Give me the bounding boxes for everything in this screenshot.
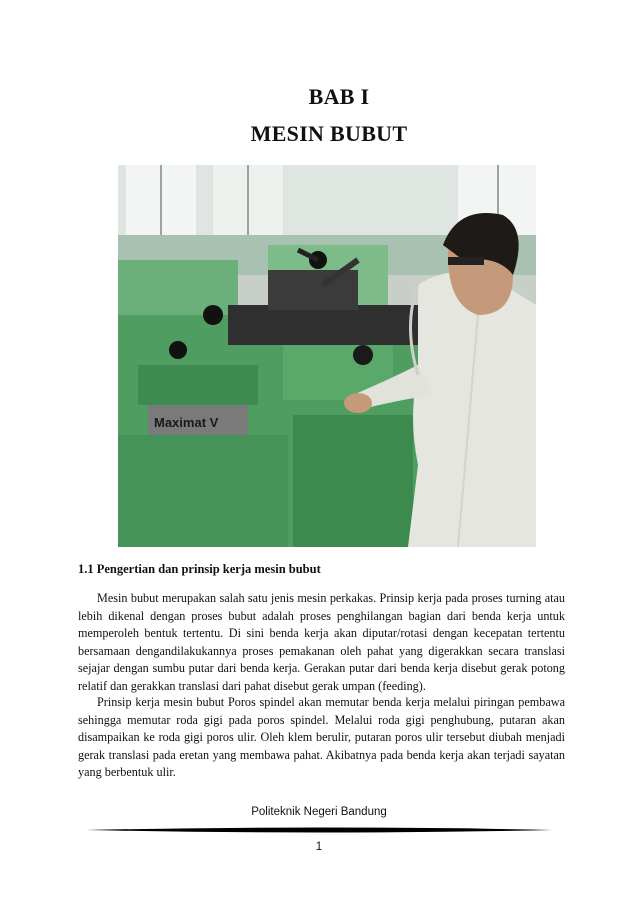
chapter-number: BAB I [308, 84, 370, 109]
paragraph-1 [78, 590, 565, 695]
footer-institution: Politeknik Negeri Bandung [251, 806, 387, 818]
chapter-title: MESIN BUBUT [250, 121, 408, 146]
lathe-photo [118, 165, 536, 547]
footer-divider [86, 824, 552, 836]
section-heading: 1.1 Pengertian dan prinsip kerja mesin bubut [78, 562, 321, 576]
page-number: 1 [315, 841, 323, 853]
paragraph-text: Prinsip kerja mesin bubut Poros spindel akan memutar benda kerja melalui piringan pembawa sehingga memutar roda gigi pada poros spindel. Melalui roda gigi penghubung, putaran akan disampaikan ke roda gigi poros ulir. Oleh klem berulir, putaran poros ulir tersebut diubah menjadi gerak translasi pada eretan yang membawa pahat. Akibatnya pada benda kerja akan terjadi sayatan yang berbentuk ulir. [78, 695, 565, 779]
paragraph-text: Mesin bubut merupakan salah satu jenis mesin perkakas. Prinsip kerja pada proses turning atau lebih dikenal dengan proses bubut adalah proses penghilangan bagian dari benda kerja untuk memperoleh bentuk tertentu. Di sini benda kerja akan diputar/rotasi dengan kecepatan tertentu bersamaan dengandilakukannya proses pemakanan oleh pahat yang digerakkan secara translasi sejajar dengan sumbu putar dari benda kerja. Gerakan putar dari benda kerja disebut gerak potong relatif dan gerakkan translasi dari pahat disebut gerak umpan (feeding). [78, 591, 565, 693]
machine-brand-label: Maximat V [154, 415, 219, 430]
paragraph-2 [78, 694, 565, 782]
